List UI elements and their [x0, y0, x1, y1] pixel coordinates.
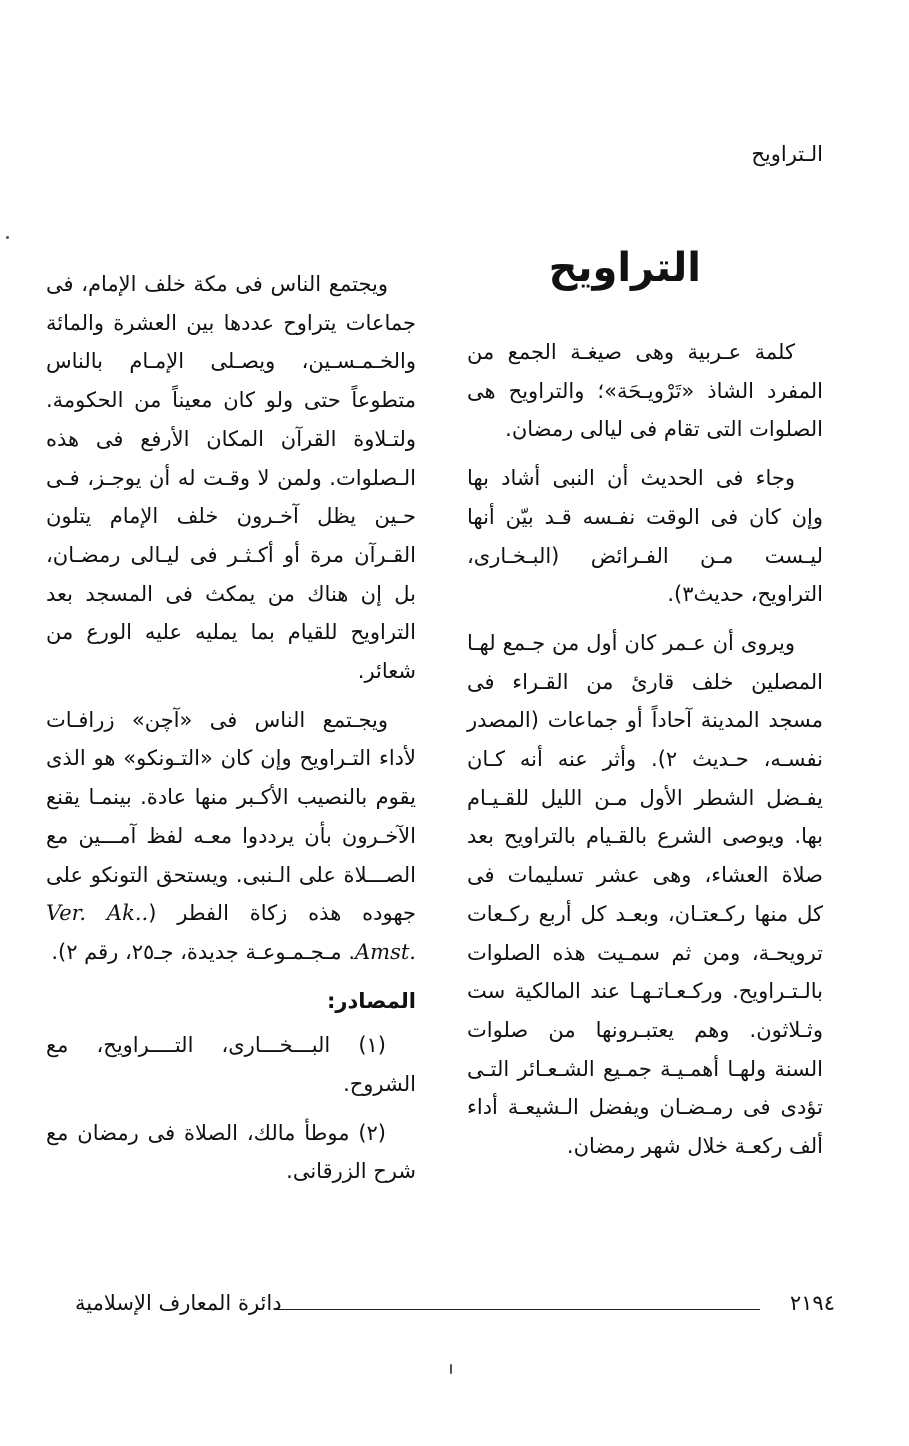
article-title: التراويح — [548, 245, 701, 291]
running-head: الـتراويح — [751, 142, 823, 166]
sources-heading: المصادر: — [326, 988, 416, 1013]
left-column — [46, 265, 416, 1201]
aceh-text: ويجـتمع الناس فى «آچن» زرافـات لأداء التـراويح وإن كان «التـونكو» هو الذى يقوم بالنصيب الأكـبر منها عادة. بينمـا يقنع الآخـرون بأن يرددوا معـه لفظ آمـــين مع الصـــلاة على الـنبى. ويستحق التونكو على جهوده هذه زكاة الفطر ( — [46, 707, 416, 926]
right-column — [467, 333, 823, 1176]
latin-reference: Ver. Ak.. Amst. — [46, 901, 416, 964]
aceh-text-end: . مـجـمـوعـة جديدة، جـ٢٥، رقم ٢). — [51, 939, 356, 964]
footer-rule — [275, 1309, 760, 1310]
page-number: ٢١٩٤ — [789, 1291, 835, 1315]
publication-title: دائرة المعارف الإسلامية — [75, 1291, 282, 1315]
paragraph-aceh — [46, 701, 416, 972]
paragraph-hadith: وجاء فى الحديث أن النبى أشاد بها وإن كان فى الوقت نفـسه قـد بيّن أنها ليـست مـن الفـرائض (البـخـارى، التراويح، حديث٣). — [467, 466, 823, 607]
source-item: (١) البـــخـــارى، التــــراويح، مع الشروح. — [46, 1033, 416, 1097]
scan-speck — [450, 1364, 452, 1374]
page-footer — [75, 1291, 835, 1331]
scan-speck — [6, 236, 9, 239]
paragraph-definition: كلمة عـربية وهى صيغـة الجمع من المفرد الشاذ «تَرْويـحَة»؛ والتراويح هى الصلوات التى تقام فى ليالى رمضان. — [467, 340, 823, 442]
paragraph-umar: ويروى أن عـمر كان أول من جـمع لهـا المصلين خلف قارئ من القـراء فى مسجد المدينة آحاداً أو جماعات (المصدر نفسـه، حـديث ٢). وأثر عنه أنه كـان يفـضل الشطر الأول مـن الليل للقـيـام بها. ويوصى الشرع بالقـيام بالتراويح بعد صلاة العشاء، وهى عشر تسليمات فى كل منها ركـعتـان، وبعـد كل أربع ركـعات ترويحـة، ومن ثم سمـيت هذه الصلوات بالـتـراويح. وركـعـاتـهـا عند المالكية ست وثـلاثون. وهم يعتبـرونها من صلوات السنة ولهـا أهمـيـة جمـيع الشـعـائر التـى تؤدى فى رمـضـان ويفضل الـشيعـة أداء ألف ركعـة خلال شهر رمضان. — [467, 630, 823, 1159]
paragraph-mecca: ويجتمع الناس فى مكة خلف الإمام، فى جماعات يتراوح عددها بين العشرة والمائة والخـمـسـين، ويصـلى الإمـام بالناس متطوعاً حتى ولو كان معيناً من الحكومة. ولتـلاوة القرآن المكان الأرفع فى هذه الـصلوات. ولمن لا وقـت له أن يوجـز، فـى حـين يظل آخـرون خلف الإمام يتلون القـرآن مرة أو أكـثـر فى ليـالى رمضـان، بل إن هناك من يمكث فى المسجد بعد التراويح للقيام بما يمليه عليه الورع من شعائر. — [46, 272, 416, 684]
source-item: (٢) موطأ مالك، الصلاة فى رمضان مع شرح الزرقانى. — [46, 1120, 416, 1184]
